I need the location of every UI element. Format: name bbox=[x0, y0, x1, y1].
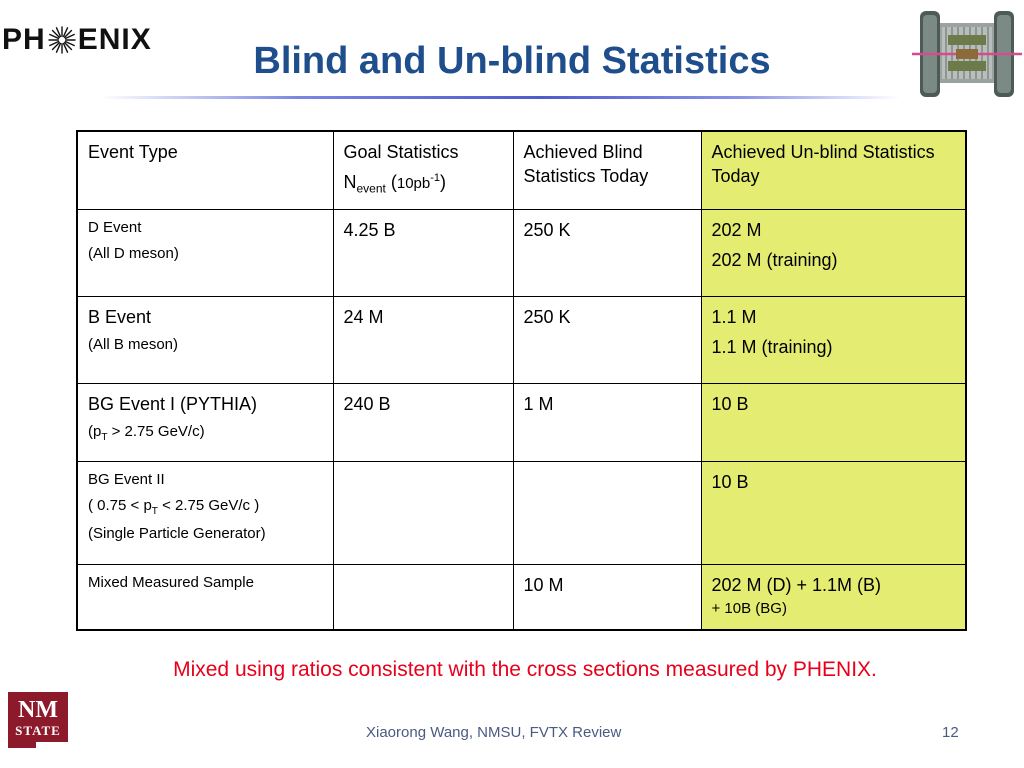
event-type-detail bbox=[88, 496, 323, 519]
pt-range-prefix: ( 0.75 < p bbox=[88, 496, 152, 514]
table-row bbox=[77, 383, 966, 461]
table-row bbox=[77, 461, 966, 564]
unblind-bg: + 10B (BG) bbox=[711, 599, 787, 617]
table-row bbox=[77, 209, 966, 296]
goal-cell: 240 B bbox=[333, 383, 513, 461]
event-type-name: BG Event I (PYTHIA) bbox=[88, 393, 258, 414]
pt-subscript: T bbox=[151, 505, 158, 517]
event-type-cell bbox=[77, 461, 333, 564]
table-header-row bbox=[77, 131, 966, 209]
goal-cell: 24 M bbox=[333, 296, 513, 383]
pt-cut-prefix: (p bbox=[88, 422, 102, 440]
event-type-cell bbox=[77, 296, 333, 383]
goal-cell bbox=[333, 564, 513, 630]
event-type-cell bbox=[77, 564, 333, 630]
pt-range-suffix: < 2.75 GeV/c ) bbox=[157, 496, 260, 514]
unblind-value: 202 M bbox=[711, 219, 762, 240]
event-type-cell bbox=[77, 209, 333, 296]
unblind-training: 1.1 M (training) bbox=[711, 336, 833, 357]
unblind-cell bbox=[701, 296, 966, 383]
unblind-training: 202 M (training) bbox=[711, 249, 838, 270]
unblind-cell: 10 B bbox=[701, 461, 966, 564]
unblind-value: 1.1 M bbox=[711, 306, 757, 327]
fvtx-detector-image bbox=[912, 5, 1022, 103]
n-symbol: N bbox=[343, 172, 357, 193]
unblind-cell: 10 B bbox=[701, 383, 966, 461]
pt-subscript: T bbox=[101, 431, 108, 443]
event-type-name: Mixed Measured Sample bbox=[88, 573, 254, 591]
goal-cell bbox=[333, 461, 513, 564]
event-type-detail bbox=[88, 422, 323, 445]
header-achieved-blind: Achieved Blind Statistics Today bbox=[513, 131, 701, 209]
event-type-name: BG Event II bbox=[88, 470, 165, 488]
nm-logo-text: NM bbox=[18, 697, 58, 723]
goal-cell: 4.25 B bbox=[333, 209, 513, 296]
phenix-logo-right: ENIX bbox=[77, 23, 152, 56]
event-type-cell bbox=[77, 383, 333, 461]
blind-cell: 250 K bbox=[513, 296, 701, 383]
unblind-cell bbox=[701, 564, 966, 630]
pt-cut-suffix: > 2.75 GeV/c) bbox=[107, 422, 205, 440]
blind-cell: 10 M bbox=[513, 564, 701, 630]
nmsu-logo bbox=[6, 690, 70, 750]
footer-text: Xiaorong Wang, NMSU, FVTX Review bbox=[366, 724, 622, 741]
goal-unit: 10pb bbox=[396, 175, 431, 193]
table-row bbox=[77, 564, 966, 630]
event-type-detail: (All D meson) bbox=[88, 244, 179, 262]
header-event-type: Event Type bbox=[77, 131, 333, 209]
event-type-name: B Event bbox=[88, 306, 152, 327]
event-type-name: D Event bbox=[88, 218, 142, 236]
header-achieved-unblind: Achieved Un-blind Statistics Today bbox=[701, 131, 966, 209]
phenix-logo-left: PH bbox=[2, 23, 46, 56]
title-underline bbox=[100, 96, 900, 99]
page-number: 12 bbox=[942, 724, 959, 741]
event-type-detail: (All B meson) bbox=[88, 335, 179, 353]
mixing-note: Mixed using ratios consistent with the cross sections measured by PHENIX. bbox=[173, 658, 877, 681]
blind-cell: 250 K bbox=[513, 209, 701, 296]
blind-cell: 1 M bbox=[513, 383, 701, 461]
page-title: Blind and Un-blind Statistics bbox=[253, 40, 771, 82]
goal-open-paren: ( bbox=[385, 172, 397, 193]
goal-label: Goal Statistics bbox=[343, 142, 459, 162]
table-row bbox=[77, 296, 966, 383]
statistics-table bbox=[76, 130, 967, 631]
goal-unit-line bbox=[344, 170, 503, 197]
goal-close-paren: ) bbox=[440, 172, 447, 193]
event-type-generator: (Single Particle Generator) bbox=[88, 525, 266, 543]
goal-unit-sup: -1 bbox=[430, 172, 441, 185]
blind-cell bbox=[513, 461, 701, 564]
unblind-value: 202 M (D) + 1.1M (B) bbox=[711, 574, 882, 595]
unblind-cell bbox=[701, 209, 966, 296]
header-goal-statistics bbox=[333, 131, 513, 209]
state-logo-text: STATE bbox=[15, 723, 61, 738]
n-subscript: event bbox=[356, 181, 386, 196]
